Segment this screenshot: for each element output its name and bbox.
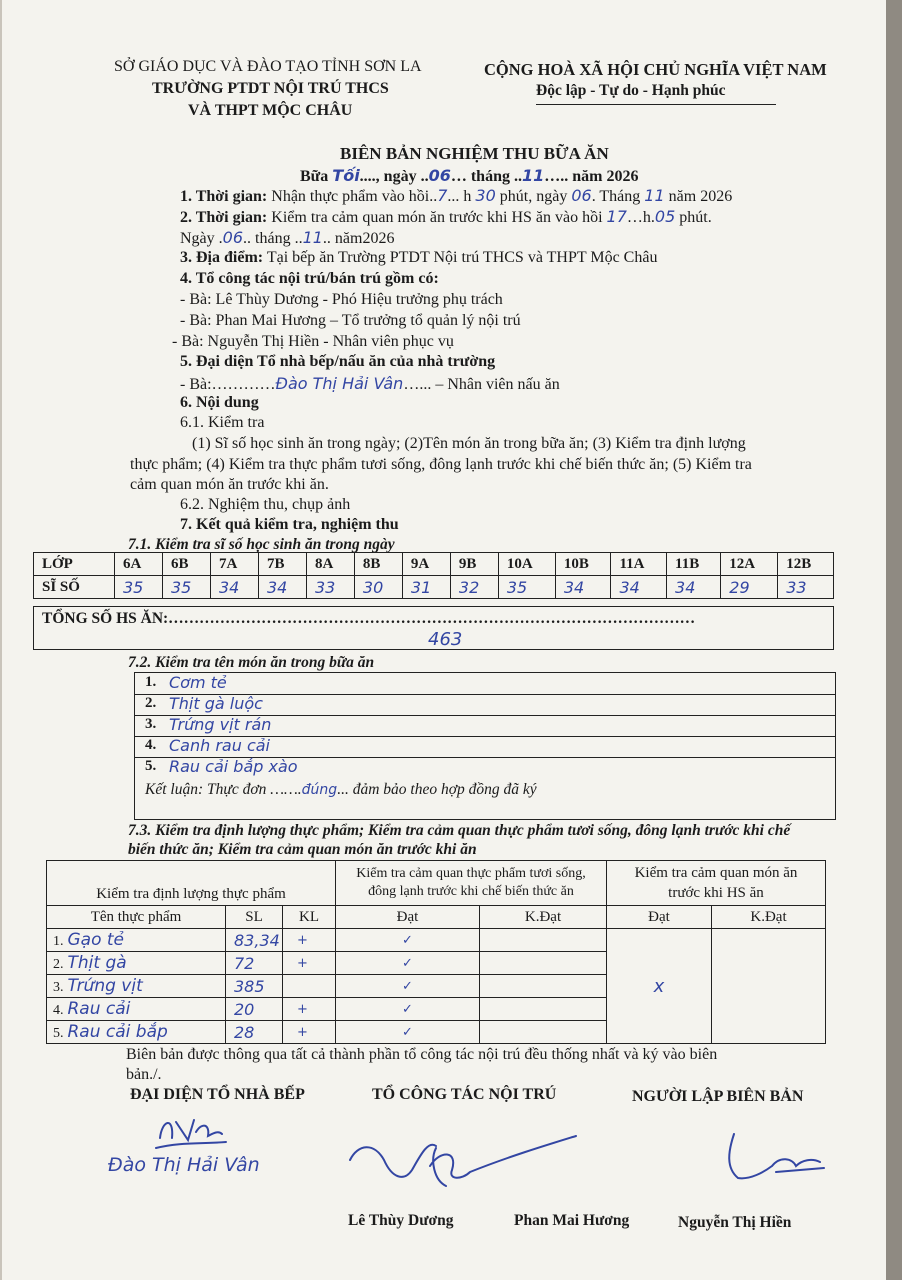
class-count: 33: [778, 576, 834, 599]
class-count: 34: [611, 576, 667, 599]
document-title: BIÊN BẢN NGHIỆM THU BỮA ĂN: [340, 144, 609, 163]
class-header: 9A: [402, 553, 450, 576]
fresh-pass-mark: ✓: [336, 929, 480, 952]
table-row: [47, 861, 826, 906]
dish-pass-mark: x: [607, 929, 712, 1044]
member-2: - Bà: Phan Mai Hương – Tổ trưởng tổ quản lý nội trú: [180, 312, 521, 329]
fresh-pass-mark: ✓: [336, 952, 480, 975]
food-number: 5.: [53, 1026, 64, 1041]
section-7-3-title-2: biến thức ăn; Kiểm tra cảm quan món ăn trước khi ăn: [128, 841, 477, 858]
table-row: [47, 906, 826, 929]
signer-name-2: Phan Mai Hương: [514, 1212, 630, 1229]
dish-name: Rau cải bắp xào: [169, 757, 298, 776]
food-quantity: 385: [226, 975, 283, 998]
attendance-table: [33, 552, 834, 599]
class-header: 11B: [667, 553, 721, 576]
table-row: [47, 929, 826, 952]
food-number: 1.: [53, 934, 64, 949]
fresh-pass-mark: ✓: [336, 1021, 480, 1044]
menu-conclusion: Kết luận: Thực đơn …….đúng... đảm bảo theo hợp đồng đã ký: [145, 781, 537, 798]
fresh-fail-mark: [480, 1021, 607, 1044]
section-5-cook: - Bà:…………Đào Thị Hải Vân…... – Nhân viên nấu ăn: [180, 374, 560, 393]
dish-number: 2.: [145, 695, 157, 711]
list-item: [135, 715, 835, 737]
signer-name-1: Lê Thùy Dương: [348, 1212, 454, 1229]
dish-fail-mark: [712, 929, 826, 1044]
closing-line-1: Biên bản được thông qua tất cả thành phần tổ công tác nội trú đều thống nhất và ký vào biên: [126, 1046, 718, 1063]
class-header: 7A: [210, 553, 258, 576]
table-row: [34, 553, 834, 576]
header-motto: Độc lập - Tự do - Hạnh phúc: [536, 82, 726, 99]
food-name: Gạo tẻ: [67, 930, 125, 950]
class-count: 35: [498, 576, 555, 599]
class-header: 10B: [555, 553, 611, 576]
class-header: 11A: [611, 553, 667, 576]
list-item: [135, 673, 835, 695]
fresh-pass-mark: ✓: [336, 975, 480, 998]
fresh-fail-mark: [480, 998, 607, 1021]
food-weight-mark: +: [283, 929, 336, 952]
header-dish-pass: Đạt: [607, 906, 712, 929]
dish-name: Thịt gà luộc: [169, 694, 263, 713]
food-name-cell: [47, 929, 226, 952]
header-food-name: Tên thực phẩm: [47, 906, 226, 929]
class-row-label: LỚP: [34, 553, 115, 576]
dish-name: Trứng vịt rán: [169, 715, 272, 734]
class-header: 8A: [306, 553, 354, 576]
class-count: 29: [721, 576, 778, 599]
signature-title-author: NGƯỜI LẬP BIÊN BẢN: [632, 1088, 804, 1105]
committee-signature-mark: [340, 1120, 580, 1200]
class-count: 34: [258, 576, 306, 599]
header-fresh-pass: Đạt: [336, 906, 480, 929]
food-name-cell: [47, 998, 226, 1021]
list-item: [135, 736, 835, 758]
food-weight-mark: +: [283, 998, 336, 1021]
header-sl: SL: [226, 906, 283, 929]
class-count: 31: [402, 576, 450, 599]
food-name-cell: [47, 1021, 226, 1044]
dish-number: 4.: [145, 737, 157, 753]
food-name: Thịt gà: [67, 953, 127, 973]
food-number: 3.: [53, 980, 64, 995]
class-count: 34: [555, 576, 611, 599]
food-quantity: 72: [226, 952, 283, 975]
dish-name: Cơm tẻ: [169, 673, 227, 692]
class-count: 33: [306, 576, 354, 599]
food-name: Trứng vịt: [67, 976, 143, 996]
fresh-fail-mark: [480, 929, 607, 952]
class-header: 12B: [778, 553, 834, 576]
closing-line-2: bản./.: [126, 1066, 162, 1083]
class-count: 34: [667, 576, 721, 599]
signature-title-committee: TỔ CÔNG TÁC NỘI TRÚ: [372, 1086, 557, 1103]
food-quantity: 20: [226, 998, 283, 1021]
class-header: 9B: [450, 553, 498, 576]
food-name-cell: [47, 975, 226, 998]
section-7-2-title: 7.2. Kiểm tra tên món ăn trong bữa ăn: [128, 654, 375, 671]
dish-number: 1.: [145, 674, 157, 690]
paper-edge: [886, 0, 902, 1280]
header-quantity-group: Kiểm tra định lượng thực phẩm: [47, 861, 336, 906]
class-count: 32: [450, 576, 498, 599]
food-name: Rau cải: [67, 999, 131, 1019]
header-fresh-fail: K.Đạt: [480, 906, 607, 929]
header-fresh-food-group: Kiểm tra cảm quan thực phẩm tươi sống, đông lạnh trước khi chế biến thức ăn: [336, 861, 607, 906]
food-name: Rau cải bắp: [67, 1022, 168, 1042]
section-6-para-1: (1) Sĩ số học sinh ăn trong ngày; (2)Tên món ăn trong bữa ăn; (3) Kiểm tra định lượng: [192, 435, 746, 452]
class-header: 8B: [354, 553, 402, 576]
section-5-title: 5. Đại diện Tổ nhà bếp/nấu ăn của nhà trường: [180, 353, 496, 370]
section-6-2: 6.2. Nghiệm thu, chụp ảnh: [180, 496, 351, 513]
class-header: 10A: [498, 553, 555, 576]
section-2: 2. Thời gian: Kiểm tra cảm quan món ăn trước khi HS ăn vào hồi 17…h.05 phút.: [180, 207, 712, 226]
class-count: 34: [210, 576, 258, 599]
section-2-date: Ngày .06.. tháng ..11.. năm2026: [180, 228, 395, 247]
class-count: 35: [162, 576, 210, 599]
header-school-line1: TRƯỜNG PTDT NỘI TRÚ THCS: [152, 80, 389, 97]
total-value: 463: [428, 629, 463, 650]
section-4-title: 4. Tổ công tác nội trú/bán trú gồm có:: [180, 270, 439, 287]
signer-name-3: Nguyễn Thị Hiền: [678, 1214, 792, 1231]
motto-underline: [536, 104, 776, 105]
header-dish-fail: K.Đạt: [712, 906, 826, 929]
section-6-para-3: cảm quan món ăn trước khi ăn.: [130, 476, 329, 493]
member-3: - Bà: Nguyễn Thị Hiền - Nhân viên phục vụ: [172, 333, 454, 350]
food-weight-mark: +: [283, 952, 336, 975]
section-1: 1. Thời gian: Nhận thực phẩm vào hồi..7... h 30 phút, ngày 06. Tháng 11 năm 2026: [180, 186, 733, 205]
class-header: 6B: [162, 553, 210, 576]
section-3: 3. Địa điểm: Tại bếp ăn Trường PTDT Nội trú THCS và THPT Mộc Châu: [180, 249, 658, 266]
kitchen-handwritten-name: Đào Thị Hải Vân: [108, 1154, 260, 1176]
dish-box: [134, 672, 836, 820]
fresh-fail-mark: [480, 975, 607, 998]
food-number: 4.: [53, 1003, 64, 1018]
section-7-title: 7. Kết quả kiểm tra, nghiệm thu: [180, 516, 399, 533]
class-header: 12A: [721, 553, 778, 576]
class-count: 30: [354, 576, 402, 599]
food-name-cell: [47, 952, 226, 975]
header-dish-check-group: Kiểm tra cảm quan món ăn trước khi HS ăn: [607, 861, 826, 906]
section-7-1-title: 7.1. Kiểm tra sĩ số học sinh ăn trong ngày: [128, 536, 395, 553]
fresh-fail-mark: [480, 952, 607, 975]
list-item: [135, 694, 835, 716]
food-number: 2.: [53, 957, 64, 972]
table-row: [34, 576, 834, 599]
section-6-para-2: thực phẩm; (4) Kiểm tra thực phẩm tươi sống, đông lạnh trước khi chế biến thức ăn; (5) Kiểm tra: [130, 456, 752, 473]
member-1: - Bà: Lê Thùy Dương - Phó Hiệu trưởng phụ trách: [180, 291, 503, 308]
dish-number: 3.: [145, 716, 157, 732]
author-signature-mark: [716, 1128, 836, 1188]
kitchen-signature-mark: [150, 1108, 230, 1152]
total-box: [33, 606, 834, 650]
class-count: 35: [115, 576, 163, 599]
meal-line: Bữa Tối...., ngày ..06… tháng ..11….. năm 2026: [300, 166, 639, 185]
section-7-3-title-1: 7.3. Kiểm tra định lượng thực phẩm; Kiểm tra cảm quan thực phẩm tươi sống, đông lạnh trước khi chế: [128, 822, 791, 839]
section-6-title: 6. Nội dung: [180, 394, 259, 411]
list-item: [135, 757, 835, 778]
total-label: TỔNG SỐ HS ĂN:…………………………………………………………………………………………: [42, 610, 696, 627]
food-quantity: 28: [226, 1021, 283, 1044]
header-department: SỞ GIÁO DỤC VÀ ĐÀO TẠO TỈNH SƠN LA: [114, 58, 422, 75]
dish-name: Canh rau cải: [169, 736, 270, 755]
food-weight-mark: [283, 975, 336, 998]
food-quantity-table: [46, 860, 826, 1044]
fresh-pass-mark: ✓: [336, 998, 480, 1021]
count-row-label: SĨ SỐ: [34, 576, 115, 599]
food-quantity: 83,34: [226, 929, 283, 952]
dish-number: 5.: [145, 758, 157, 774]
class-header: 6A: [115, 553, 163, 576]
signature-title-kitchen: ĐẠI DIỆN TỔ NHÀ BẾP: [130, 1086, 305, 1103]
header-school-line2: VÀ THPT MỘC CHÂU: [188, 102, 353, 119]
food-weight-mark: +: [283, 1021, 336, 1044]
class-header: 7B: [258, 553, 306, 576]
section-6-1: 6.1. Kiểm tra: [180, 414, 265, 431]
header-national-title: CỘNG HOÀ XÃ HỘI CHỦ NGHĨA VIỆT NAM: [484, 60, 827, 79]
header-kl: KL: [283, 906, 336, 929]
